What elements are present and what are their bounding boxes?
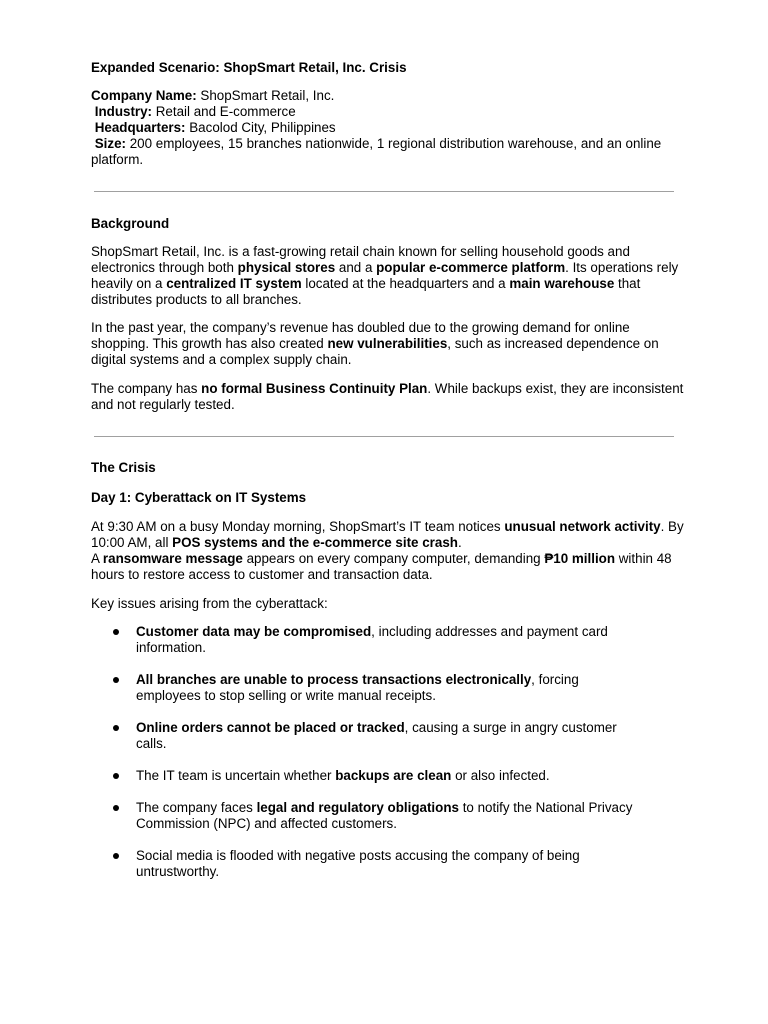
document-title: Expanded Scenario: ShopSmart Retail, Inc. Crisis	[91, 60, 407, 75]
list-item: Online orders cannot be placed or tracked, causing a surge in angry customer calls.	[113, 720, 636, 752]
bullet-icon	[113, 853, 119, 859]
crisis-paragraph-1: At 9:30 AM on a busy Monday morning, ShopSmart’s IT team notices unusual network activity. By 10:00 AM, all POS systems and the e-commerce site crash.	[91, 519, 684, 550]
background-paragraph-1: ShopSmart Retail, Inc. is a fast-growing retail chain known for selling household goods and electronics through both physical stores and a popular e-commerce platform. Its operations rely heavily on a centralized IT system located at the headquarters and a main warehouse that distributes products to all branches.	[91, 244, 679, 307]
industry-value: Retail and E-commerce	[152, 104, 296, 119]
bullet-icon	[113, 773, 119, 779]
day1-heading: Day 1: Cyberattack on IT Systems	[91, 490, 307, 505]
company-info	[91, 88, 691, 168]
crisis-heading: The Crisis	[91, 460, 156, 475]
crisis-paragraph-2: A ransomware message appears on every company computer, demanding ₱10 million within 48 hours to restore access to customer and transaction data.	[91, 551, 672, 582]
list-item: Customer data may be compromised, including addresses and payment card information.	[113, 624, 636, 656]
bullet-icon	[113, 629, 119, 635]
headquarters-label: Headquarters:	[94, 120, 186, 135]
key-issues-list	[113, 624, 673, 896]
bullet-icon	[113, 677, 119, 683]
background-paragraph-3: The company has no formal Business Continuity Plan. While backups exist, they are inconsistent and not regularly tested.	[91, 381, 684, 412]
key-issues-intro: Key issues arising from the cyberattack:	[91, 596, 328, 611]
divider	[94, 191, 674, 192]
list-item: The company faces legal and regulatory obligations to notify the National Privacy Commission (NPC) and affected customers.	[113, 800, 636, 832]
industry-label: Industry:	[94, 104, 153, 119]
background-paragraph-2: In the past year, the company’s revenue has doubled due to the growing demand for online shopping. This growth has also created new vulnerabilities, such as increased dependence on digital systems and a complex supply chain.	[91, 320, 659, 367]
bullet-icon	[113, 725, 119, 731]
headquarters-value: Bacolod City, Philippines	[185, 120, 336, 135]
company-name-value: ShopSmart Retail, Inc.	[196, 88, 335, 103]
list-item: All branches are unable to process transactions electronically, forcing employees to stop selling or write manual receipts.	[113, 672, 636, 704]
company-name-label: Company Name:	[91, 88, 197, 103]
background-heading: Background	[91, 216, 170, 231]
size-label: Size:	[94, 136, 126, 151]
list-item: Social media is flooded with negative posts accusing the company of being untrustworthy.	[113, 848, 636, 880]
bullet-icon	[113, 805, 119, 811]
divider	[94, 436, 674, 437]
list-item: The IT team is uncertain whether backups are clean or also infected.	[113, 768, 636, 784]
size-value: 200 employees, 15 branches nationwide, 1 regional distribution warehouse, and an online platform.	[91, 136, 662, 167]
